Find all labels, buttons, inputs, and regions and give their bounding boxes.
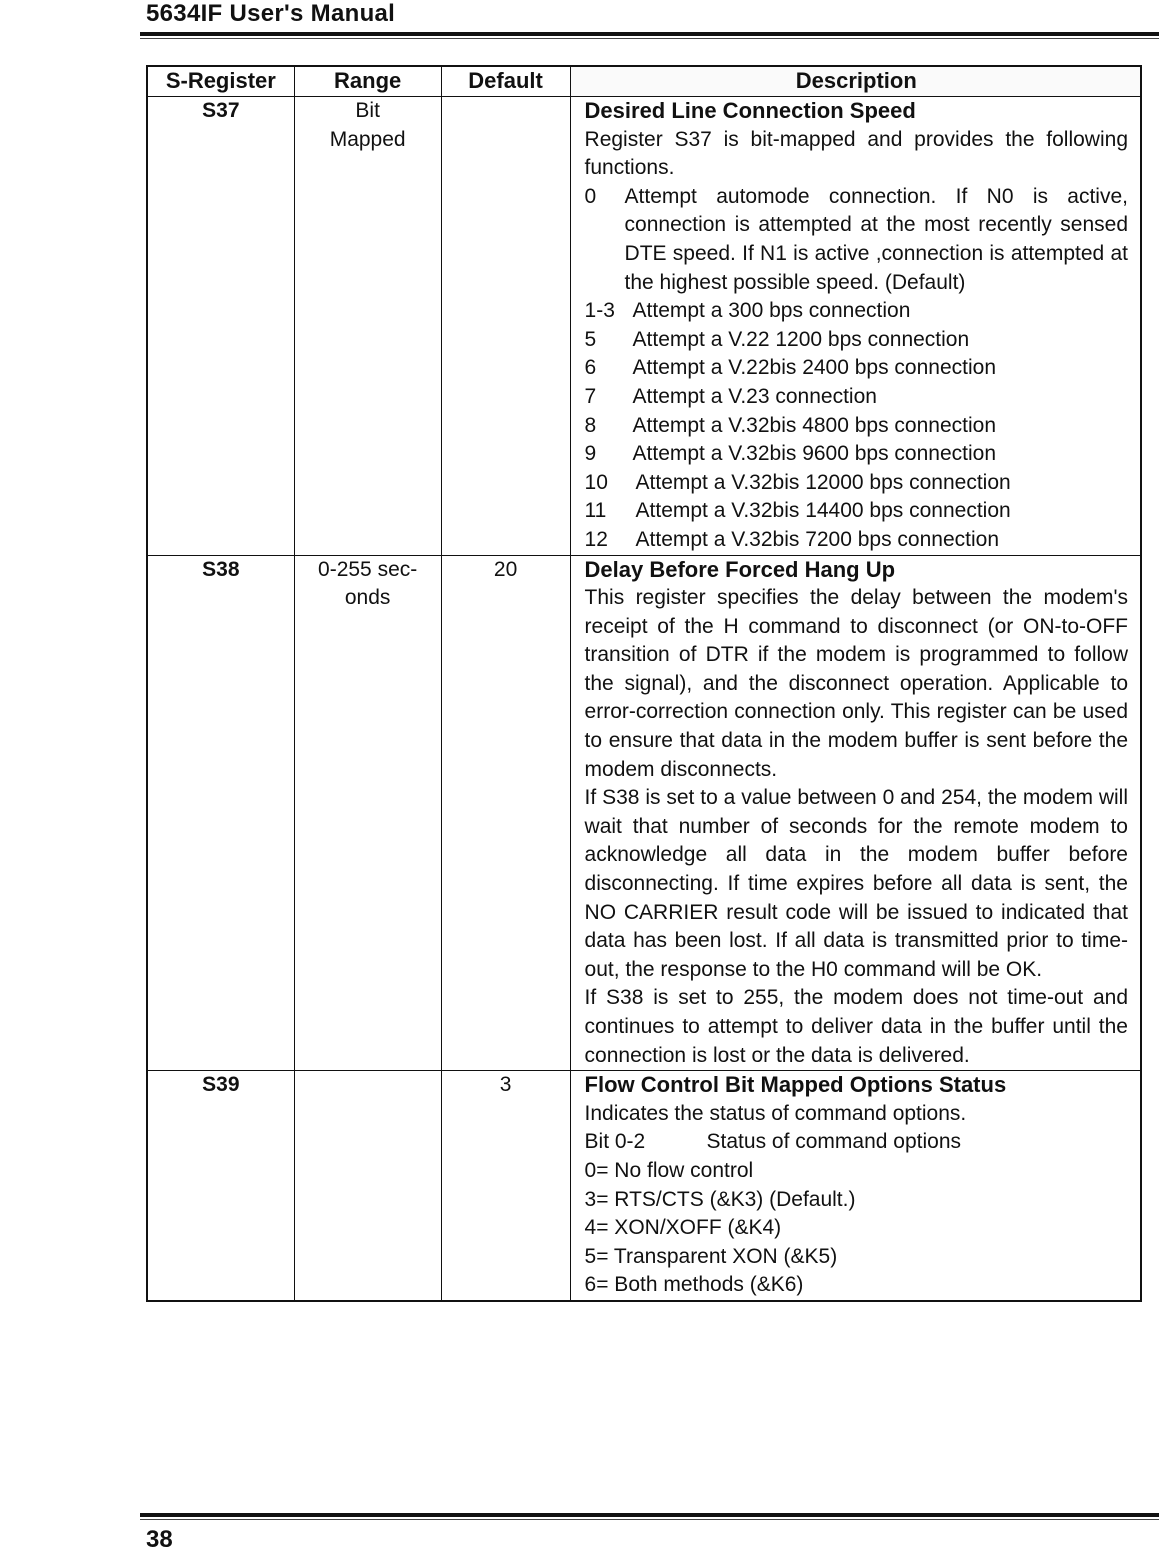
default-s39: 3	[441, 1071, 570, 1301]
list-item: 4= XON/XOFF (&K4)	[584, 1216, 782, 1240]
list-item: 10 Attempt a V.32bis 12000 bps connection	[584, 470, 1011, 494]
list-item: 7 Attempt a V.23 connection	[584, 384, 877, 408]
register-s37: S37	[147, 97, 294, 556]
list-item: 8 Attempt a V.32bis 4800 bps connection	[584, 413, 997, 437]
table-row-s38	[147, 555, 1141, 1071]
s38-para-3: If S38 is set to 255, the modem does not time-out and continues to attempt to deliver data in the buffer until the connection is lost or the data is delivered.	[584, 986, 1128, 1067]
s39-intro: Indicates the status of command options.	[584, 1101, 967, 1125]
col-header-s-register: S-Register	[147, 66, 294, 97]
col-header-description: Description	[570, 66, 1141, 97]
range-s38-line2: onds	[344, 586, 391, 610]
range-s38	[294, 555, 441, 1071]
range-s38-line1: 0-255 sec-	[318, 557, 418, 581]
s37-item-0	[585, 183, 1128, 297]
page-number: 38	[146, 1526, 173, 1553]
description-s37	[570, 97, 1141, 556]
description-s39	[570, 1071, 1141, 1301]
s39-title: Flow Control Bit Mapped Options Status	[584, 1072, 1007, 1098]
default-s38: 20	[441, 555, 570, 1071]
list-item: 11 Attempt a V.32bis 14400 bps connection	[584, 499, 1011, 523]
s37-item-0-text: Attempt automode connection. If N0 is active, connection is attempted at the most recently sensed DTE speed. If N1 is active ,connection is attempted at the highest possible speed. (Default)	[624, 184, 1128, 294]
s37-item-0-num: 0	[584, 184, 597, 208]
s38-para-1: This register specifies the delay between the modem's receipt of the H command to disconnect (or ON-to-OFF transition of DTR if the modem is programmed to follow the signal), and the disconnect operation. Applicable to error-correction connection only. This register can be used to ensure that data in the modem buffer is sent before the modem disconnects.	[584, 586, 1128, 781]
col-header-range: Range	[294, 66, 441, 97]
page-header: 5634IF User's Manual	[146, 0, 396, 27]
register-s38: S38	[147, 555, 294, 1071]
table-row-s39	[147, 1071, 1141, 1301]
range-s37-line1: Bit	[355, 99, 380, 122]
s39-bit-line	[585, 1128, 1128, 1157]
header-rule	[140, 32, 1159, 36]
range-s37	[294, 97, 441, 556]
s39-bit-text: Status of command options	[706, 1130, 962, 1154]
s38-title: Delay Before Forced Hang Up	[584, 556, 896, 582]
footer-rule	[140, 1513, 1159, 1517]
col-header-default: Default	[441, 66, 570, 97]
s39-bit-label: Bit 0-2	[584, 1130, 646, 1154]
register-s39: S39	[147, 1071, 294, 1301]
range-s39	[294, 1071, 441, 1301]
list-item: 5= Transparent XON (&K5)	[584, 1244, 838, 1268]
s-register-table	[146, 65, 1142, 1302]
list-item: 6 Attempt a V.22bis 2400 bps connection	[584, 356, 997, 380]
list-item: 5 Attempt a V.22 1200 bps connection	[584, 327, 970, 351]
list-item: 1-3 Attempt a 300 bps connection	[584, 299, 911, 323]
footer-rule-thin	[140, 1519, 1159, 1520]
list-item: 3= RTS/CTS (&K3) (Default.)	[584, 1187, 856, 1211]
list-item: 12 Attempt a V.32bis 7200 bps connection	[584, 527, 1000, 551]
list-item: 0= No flow control	[584, 1158, 754, 1182]
range-s37-line2: Mapped	[329, 127, 406, 151]
s38-para-2: If S38 is set to a value between 0 and 254, the modem will wait that number of seconds for the remote modem to acknowledge all data in the modem buffer before disconnecting. If time expires before all data is sent, the NO CARRIER result code will be issued to indicated that data has been lost. If all data is transmitted prior to time-out, the response to the H0 command will be OK.	[584, 786, 1128, 981]
list-item: 9 Attempt a V.32bis 9600 bps connection	[584, 442, 997, 466]
header-rule-thin	[140, 38, 1159, 39]
s37-intro: Register S37 is bit-mapped and provides the following functions.	[584, 127, 1128, 180]
list-item: 6= Both methods (&K6)	[584, 1273, 804, 1297]
s37-title: Desired Line Connection Speed	[584, 98, 916, 123]
table-row-s37	[147, 97, 1141, 556]
description-s38	[570, 555, 1141, 1071]
default-s37	[441, 97, 570, 556]
